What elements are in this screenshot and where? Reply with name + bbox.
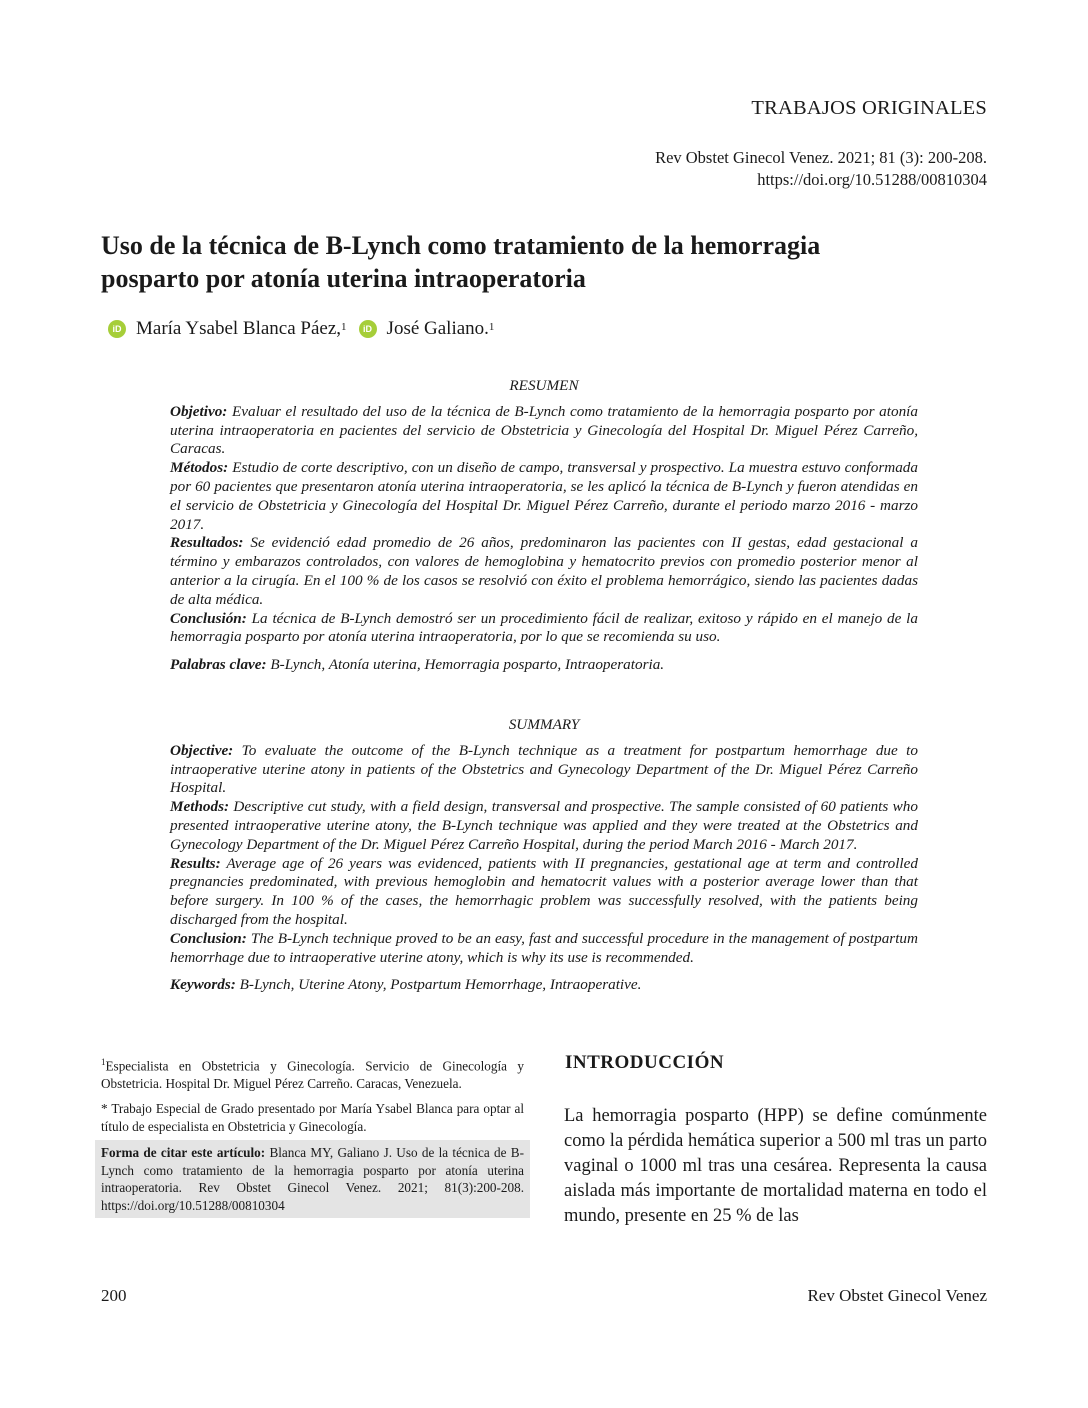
- footnotes: [101, 1054, 524, 1143]
- resumen-section: [170, 377, 918, 675]
- resumen-keywords: [170, 656, 918, 675]
- author-affiliation-sup: 1: [341, 321, 347, 333]
- orcid-icon[interactable]: iD: [108, 320, 126, 338]
- affiliation-footnote: [101, 1054, 524, 1092]
- author-name: María Ysabel Blanca Páez,: [136, 318, 342, 339]
- how-to-cite-text: Blanca MY, Galiano J. Uso de la técnica de B-Lynch como tratamiento de la hemorragia posparto por atonía uterina intraoperatoria. Rev Obstet Ginecol Venez. 2021; 81(3):200-208. https://doi.org/10.51288/00810304: [101, 1145, 524, 1213]
- summary-conclusion-label: Conclusion:: [170, 929, 247, 947]
- resumen-conclusion-text: La técnica de B-Lynch demostró ser un procedimiento fácil de realizar, exitoso y rápido en el manejo de la hemorragia posparto por atonía uterina intraoperatoria, por lo que se recomienda su uso.: [170, 609, 918, 646]
- affiliation-sup: 1: [101, 1057, 106, 1067]
- orcid-icon[interactable]: iD: [359, 320, 377, 338]
- resumen-metodos: [170, 459, 918, 534]
- introduction-text: La hemorragia posparto (HPP) se define comúnmente como la pérdida hemática superior a 500 ml tras un parto vaginal o 1000 ml tras una cesárea. Representa la causa aislada más importante de mortalidad materna en todo el mundo, presente en 25 % de las: [564, 1106, 987, 1226]
- author-affiliation-sup: 1: [488, 321, 495, 333]
- page-number: 200: [101, 1286, 127, 1305]
- citation-block: [655, 147, 987, 191]
- resumen-keywords-label: Palabras clave:: [170, 656, 267, 674]
- doi-link[interactable]: https://doi.org/10.51288/00810304: [757, 170, 987, 189]
- summary-results: [170, 855, 918, 930]
- introduction-heading: INTRODUCCIÓN: [565, 1052, 725, 1073]
- summary-objective: [170, 742, 918, 798]
- summary-heading: SUMMARY: [508, 716, 580, 733]
- thesis-footnote: * Trabajo Especial de Grado presentado por María Ysabel Blanca para optar al título de especialista en Obstetricia y Ginecología.: [101, 1101, 524, 1134]
- resumen-keywords-text: B-Lynch, Atonía uterina, Hemorragia posparto, Intraoperatoria.: [266, 656, 665, 674]
- summary-methods: [170, 798, 918, 854]
- title-line-2: posparto por atonía uterina intraoperatoria: [101, 264, 586, 293]
- resumen-heading: RESUMEN: [509, 377, 579, 394]
- resumen-conclusion-label: Conclusión:: [170, 609, 247, 627]
- how-to-cite-label: Forma de citar este artículo:: [101, 1145, 266, 1160]
- author-name: José Galiano.: [386, 318, 489, 339]
- resumen-resultados: [170, 534, 918, 609]
- summary-methods-text: Descriptive cut study, with a field design, transversal and prospective. The sample consisted of 60 patients who presented intraoperative uterine atony, the B-Lynch technique was applied and they were treated at the Obstetrics and Gynecology Department of the Dr. Miguel Pérez Carreño Hospital, during the period March 2016 - March 2017.: [170, 798, 918, 853]
- section-label: TRABAJOS ORIGINALES: [751, 97, 987, 119]
- citation-line: Rev Obstet Ginecol Venez. 2021; 81 (3): 200-208.: [655, 148, 987, 167]
- resumen-resultados-text: Se evidenció edad promedio de 26 años, predominaron las pacientes con II gestas, edad gestacional a término y embarazos controlados, con valores de hemoglobina y hematocrito previos con promedio posterior menor al anterior a la cirugía. En el 100 % de los casos se resolvió con éxito el problema hemorrágico, siendo las pacientes dadas de alta médica.: [170, 534, 918, 608]
- summary-keywords-label: Keywords:: [170, 976, 236, 994]
- resumen-objetivo-text: Evaluar el resultado del uso de la técnica de B-Lynch como tratamiento de la hemorragia posparto por atonía uterina intraoperatoria en pacientes del servicio de Obstetricia y Ginecología del Hospital Dr. Miguel Pérez Carreño, Caracas.: [170, 402, 918, 458]
- summary-keywords: [170, 976, 918, 995]
- summary-results-label: Results:: [170, 854, 221, 872]
- author-list: [108, 318, 494, 340]
- resumen-objetivo-label: Objetivo:: [170, 402, 228, 420]
- summary-results-text: Average age of 26 years was evidenced, patients with II pregnancies, gestational age at term and controlled pregnancies predominated, with previous hemoglobin and hematocrit values with a posterior average lower than that before surgery. In 100 % of the cases, the hemorrhagic problem was successfully resolved, with the patients being discharged from the hospital.: [170, 854, 918, 928]
- how-to-cite-box: [95, 1140, 530, 1218]
- affiliation-text: Especialista en Obstetricia y Ginecología. Servicio de Ginecología y Obstetricia. Hospital Dr. Miguel Pérez Carreño. Caracas, Venezuela.: [101, 1058, 524, 1091]
- resumen-resultados-label: Resultados:: [170, 534, 244, 552]
- summary-methods-label: Methods:: [170, 798, 230, 816]
- summary-conclusion: [170, 930, 918, 968]
- footer-journal: Rev Obstet Ginecol Venez: [807, 1286, 987, 1305]
- title-line-1: Uso de la técnica de B-Lynch como tratamiento de la hemorragia: [101, 231, 821, 260]
- resumen-metodos-label: Métodos:: [170, 459, 229, 477]
- summary-objective-label: Objective:: [170, 741, 234, 759]
- article-title: [101, 229, 981, 295]
- summary-keywords-text: B-Lynch, Uterine Atony, Postpartum Hemorrhage, Intraoperative.: [235, 976, 642, 994]
- summary-section: [170, 716, 918, 995]
- resumen-metodos-text: Estudio de corte descriptivo, con un diseño de campo, transversal y prospectivo. La muestra estuvo conformada por 60 pacientes que presentaron atonía uterina intraoperatoria, se les aplicó la técnica de B-Lynch y fueron atendidas en el servicio de Obstetricia y Ginecología del Hospital Dr. Miguel Pérez Carreño, durante el periodo marzo 2016 - marzo 2017.: [170, 459, 918, 533]
- resumen-objetivo: [170, 403, 918, 459]
- summary-conclusion-text: The B-Lynch technique proved to be an easy, fast and successful procedure in the management of postpartum hemorrhage due to intraoperative uterine atony, which is why its use is recommended.: [170, 929, 918, 966]
- summary-objective-text: To evaluate the outcome of the B-Lynch technique as a treatment for postpartum hemorrhage due to intraoperative uterine atony in patients of the Obstetrics and Gynecology Department of the Dr. Miguel Pérez Carreño Hospital.: [170, 741, 918, 797]
- resumen-conclusion: [170, 610, 918, 648]
